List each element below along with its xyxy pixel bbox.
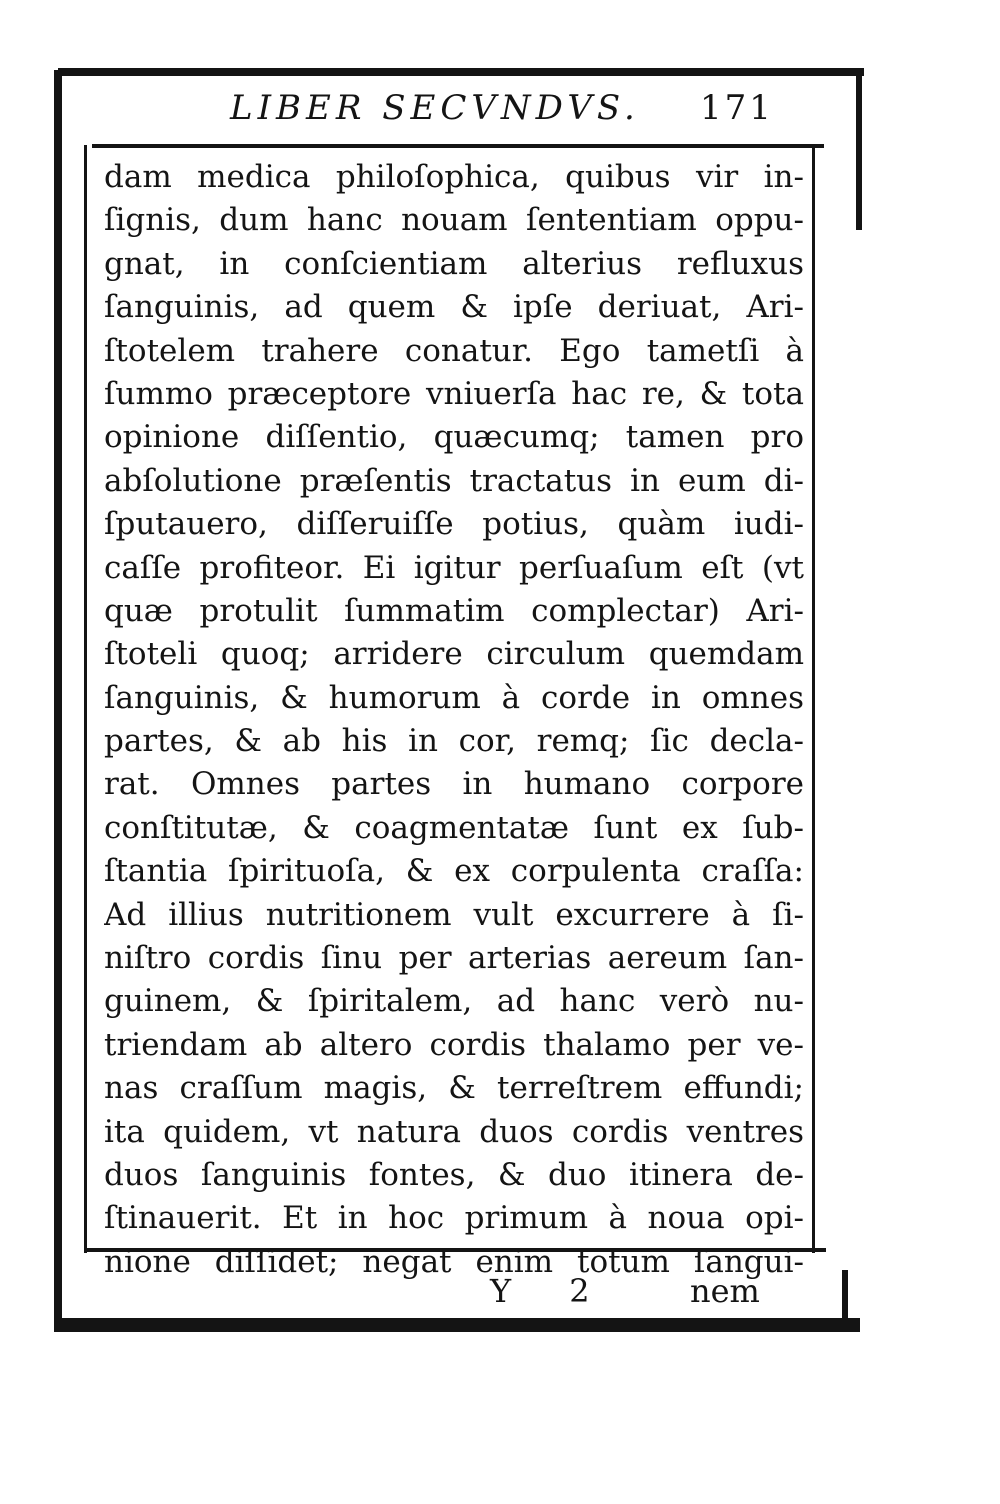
text-line: niſtro cordis ſinu per arterias aereum ſan-	[104, 940, 804, 977]
text-line: Ad illius nutritionem vult excurrere à ſi-	[104, 896, 804, 933]
text-line: nas craſſum magis, & terreſtrem effundi;	[104, 1070, 804, 1107]
text-line: ita quidem, vt natura duos cordis ventres	[104, 1113, 804, 1150]
text-line: caſſe profiteor. Ei igitur perſuaſum eſt (vt	[104, 549, 804, 586]
text-block-right-rule	[812, 145, 815, 1253]
frame-top-rule	[58, 68, 864, 76]
text-line: ſtinauerit. Et in hoc primum à noua opi-	[104, 1200, 804, 1237]
text-line: abſolutione præſentis tractatus in eum di-	[104, 462, 804, 499]
header-rule	[92, 144, 824, 148]
text-line: ſanguinis, & humorum à corde in omnes	[104, 679, 804, 716]
text-line: guinem, & ſpiritalem, ad hanc verò nu-	[104, 983, 804, 1020]
catchword: nem	[690, 1272, 760, 1310]
running-title: LIBER SECVNDVS.	[230, 88, 640, 128]
frame-left-rule	[54, 70, 62, 1332]
text-line: ſummo præceptore vniuerſa hac re, & tota	[104, 375, 804, 412]
text-line: opinione diſſentio, quæcumq; tamen pro	[104, 419, 804, 456]
text-line: partes, & ab his in cor, remq; ſic decla-	[104, 723, 804, 760]
frame-right-rule-lower	[842, 1270, 848, 1320]
text-block-left-rule	[84, 145, 87, 1253]
text-line: ſtoteli quoq; arridere circulum quemdam	[104, 636, 804, 673]
text-line: rat. Omnes partes in humano corpore	[104, 766, 804, 803]
text-line: ſtantia ſpirituoſa, & ex corpulenta craſſa:	[104, 853, 804, 890]
text-line: ſputauero, diſſeruiſſe potius, quàm iudi-	[104, 506, 804, 543]
body-text	[104, 156, 804, 1284]
text-line: ſanguinis, ad quem & ipſe deriuat, Ari-	[104, 289, 804, 326]
text-line: ſignis, dum hanc nouam ſententiam oppu-	[104, 202, 804, 239]
text-line: gnat, in conſcientiam alterius refluxus	[104, 245, 804, 282]
text-line: duos ſanguinis fontes, & duo itinera de-	[104, 1156, 804, 1193]
frame-bottom-rule	[54, 1318, 860, 1332]
signature-mark: Y 2	[490, 1272, 614, 1310]
frame-right-rule-upper	[856, 70, 862, 230]
page-number: 171	[700, 88, 774, 128]
text-line: nione diſſidet; negat enim totum ſangui-	[104, 1243, 804, 1280]
text-line: ſtotelem trahere conatur. Ego tametſi à	[104, 332, 804, 369]
text-line: dam medica philoſophica, quibus vir in-	[104, 159, 804, 195]
text-line: quæ protulit ſummatim complectar) Ari-	[104, 592, 804, 629]
text-line: triendam ab altero cordis thalamo per ve-	[104, 1026, 804, 1063]
text-line: conſtitutæ, & coagmentatæ ſunt ex ſub-	[104, 809, 804, 846]
